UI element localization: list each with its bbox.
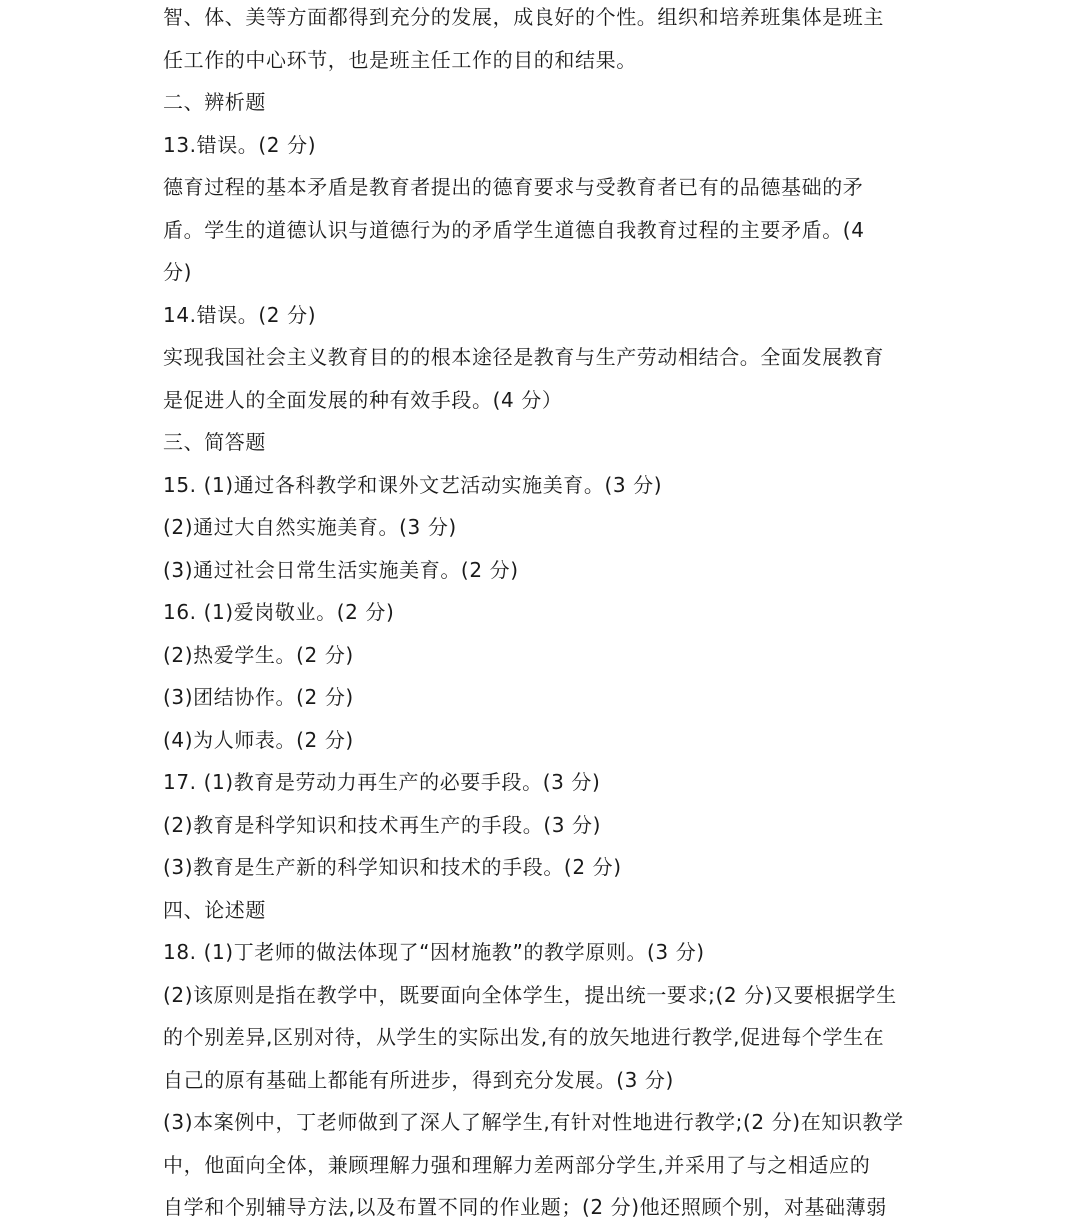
- answer-line: 15. (1)通过各科教学和课外文艺活动实施美育。(3 分): [163, 472, 663, 497]
- answer-line: (3)通过社会日常生活实施美育。(2 分): [163, 557, 519, 582]
- text-line: 实现我国社会主义教育目的的根本途径是教育与生产劳动相结合。全面发展教育: [163, 345, 884, 369]
- answer-line: (3)团结协作。(2 分): [163, 685, 354, 709]
- answer-line: 13.错误。(2 分): [163, 132, 317, 157]
- answer-line: (2)教育是科学知识和技术再生产的手段。(3 分): [163, 812, 602, 837]
- answer-line: 14.错误。(2 分): [163, 302, 317, 327]
- text-line: 自己的原有基础上都能有所进步，得到充分发展。(3 分): [163, 1067, 674, 1092]
- text-line: 盾。学生的道德认识与道德行为的矛盾学生道德自我教育过程的主要矛盾。(4: [163, 217, 865, 242]
- document-page: [163, 0, 923, 1229]
- answer-line: (3)教育是生产新的科学知识和技术的手段。(2 分): [163, 855, 622, 879]
- answer-line: 16. (1)爱岗敬业。(2 分): [163, 600, 395, 624]
- text-line: (2)该原则是指在教学中，既要面向全体学生，提出统一要求;(2 分)又要根据学生: [163, 982, 897, 1007]
- section-heading: 三、简答题: [163, 430, 266, 454]
- text-line: 分): [163, 260, 193, 284]
- text-line: 的个别差异,区别对待，从学生的实际出发,有的放矢地进行教学,促进每个学生在: [163, 1025, 885, 1049]
- answer-line: 17. (1)教育是劳动力再生产的必要手段。(3 分): [163, 770, 601, 794]
- answer-line: (2)热爱学生。(2 分): [163, 642, 354, 667]
- section-heading: 二、辨析题: [163, 90, 266, 114]
- section-heading: 四、论述题: [163, 897, 266, 922]
- answer-line: 18. (1)丁老师的做法体现了“因材施教”的教学原则。(3 分): [163, 940, 705, 964]
- answer-line: (2)通过大自然实施美育。(3 分): [163, 515, 457, 539]
- text-line: (3)本案例中，丁老师做到了深人了解学生,有针对性地进行教学;(2 分)在知识教学: [163, 1110, 904, 1134]
- text-line: 中，他面向全体，兼顾理解力强和理解力差两部分学生,并采用了与之相适应的: [163, 1152, 871, 1177]
- text-line: 任工作的中心环节，也是班主任工作的目的和结果。: [163, 47, 637, 72]
- text-line: 自学和个别辅导方法,以及布置不同的作业题；(2 分)他还照顾个别，对基础薄弱: [163, 1195, 887, 1219]
- text-line: 德育过程的基本矛盾是教育者提出的德育要求与受教育者已有的品德基础的矛: [163, 175, 864, 199]
- text-line: 智、体、美等方面都得到充分的发展，成良好的个性。组织和培养班集体是班主: [163, 5, 884, 29]
- text-line: 是促进人的全面发展的种有效手段。(4 分）: [163, 387, 563, 412]
- answer-line: (4)为人师表。(2 分): [163, 727, 354, 752]
